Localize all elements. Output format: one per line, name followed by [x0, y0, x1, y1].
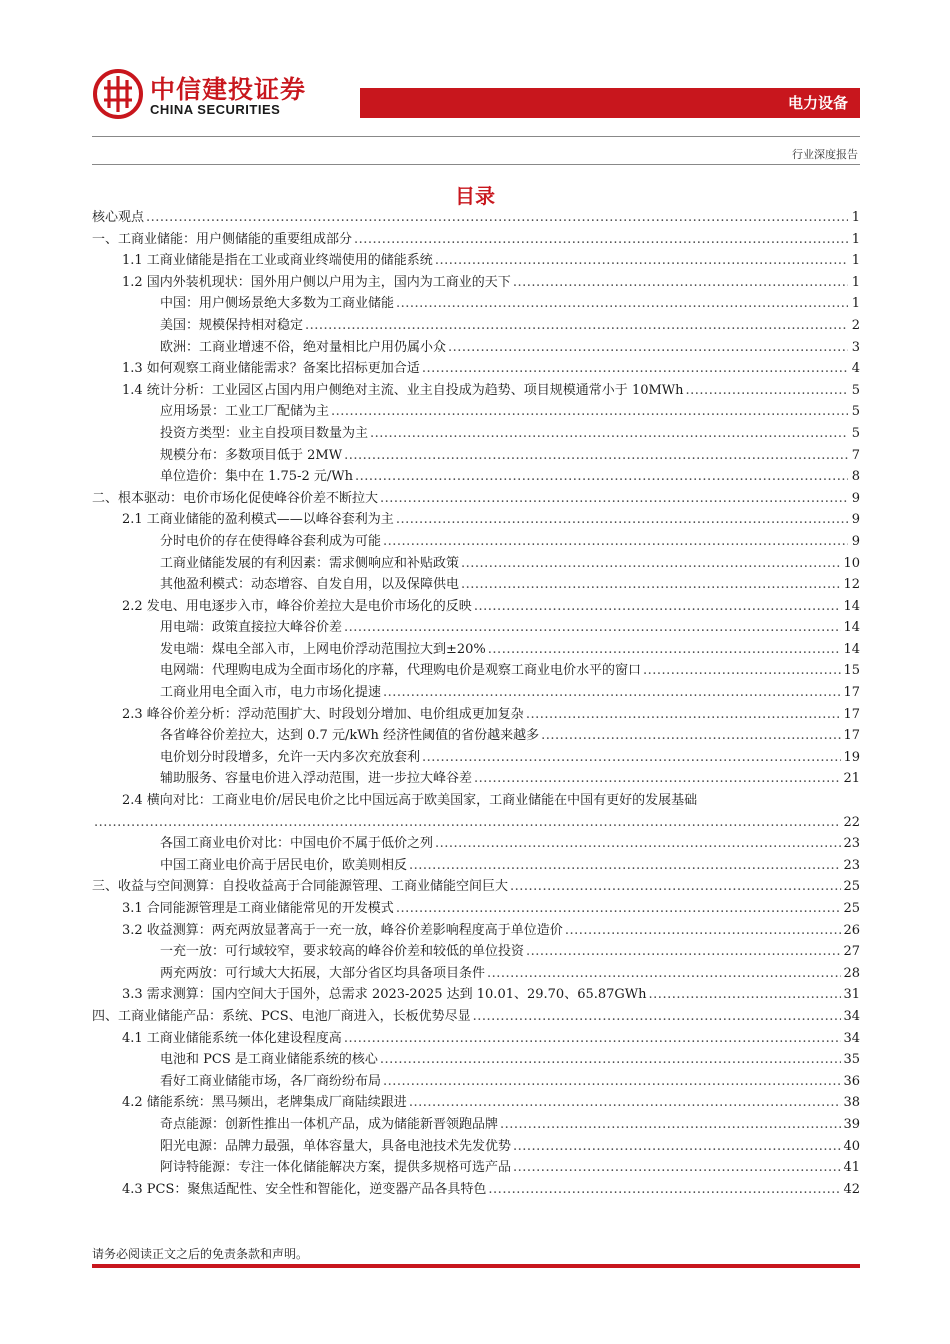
toc-dot-leader [513, 1136, 841, 1158]
toc-dot-leader [380, 488, 848, 510]
toc-page-number: 34 [843, 1008, 860, 1024]
toc-page-number: 5 [851, 382, 860, 398]
toc-page-number: 5 [851, 425, 860, 441]
toc-entry[interactable] [92, 1136, 860, 1158]
toc-dot-leader [422, 747, 841, 769]
toc-entry-text: 一、工商业储能：用户侧储能的重要组成部分 [92, 231, 353, 247]
toc-entry-text: 中国：用户侧场景绝大多数为工商业储能 [160, 296, 395, 312]
toc-entry[interactable] [92, 337, 860, 359]
toc-entry-text: 阿诗特能源：专注一体化储能解决方案，提供多规格可选产品 [160, 1160, 512, 1176]
toc-dot-leader [146, 207, 848, 229]
toc-dot-leader [383, 1071, 841, 1093]
toc-page-number: 15 [843, 663, 860, 679]
toc-dot-leader [513, 272, 848, 294]
toc-entry-text: 奇点能源：创新性推出一体机产品，成为储能新晋领跑品牌 [160, 1116, 499, 1132]
toc-page-number: 9 [851, 490, 860, 506]
toc-page-number: 14 [843, 641, 860, 657]
toc-entry-text: 欧洲：工商业增速不俗，绝对量相比户用仍属小众 [160, 339, 447, 355]
toc-entry[interactable] [92, 1092, 860, 1114]
toc-entry-text: 应用场景：工业工厂配储为主 [160, 404, 330, 420]
toc-entry[interactable] [92, 876, 860, 898]
citic-emblem-icon [92, 68, 144, 120]
toc-entry[interactable] [92, 1114, 860, 1136]
toc-entry-text: 中国工商业电价高于居民电价，欧美则相反 [160, 857, 408, 873]
toc-entry-text: 分时电价的存在使得峰谷套利成为可能 [160, 533, 382, 549]
toc-page-number: 25 [843, 879, 860, 895]
toc-entry-text: 一充一放：可行域较窄，要求较高的峰谷价差和较低的单位投资 [160, 944, 525, 960]
toc-entry-text: 二、根本驱动：电价市场化促使峰谷价差不断拉大 [92, 490, 379, 506]
toc-entry-text: 各省峰谷价差拉大，达到 0.7 元/kWh 经济性阈值的省份越来越多 [160, 728, 540, 744]
toc-entry-text: 2.1 工商业储能的盈利模式——以峰谷套利为主 [122, 512, 394, 528]
toc-dot-leader [344, 617, 841, 639]
toc-entry[interactable] [92, 293, 860, 315]
toc-entry-text: 规模分布：多数项目低于 2MW [160, 447, 343, 463]
toc-page-number: 19 [843, 749, 860, 765]
toc-dot-leader [396, 293, 848, 315]
sector-label: 电力设备 [787, 94, 848, 112]
toc-entry-text: 3.2 收益测算：两充两放显著高于一充一放，峰谷价差影响程度高于单位造价 [122, 922, 563, 938]
toc-dot-leader [643, 660, 841, 682]
toc-entry-text: 电池和 PCS 是工商业储能系统的核心 [160, 1052, 378, 1068]
toc-entry-text: 4.2 储能系统：黑马频出，老牌集成厂商陆续跟进 [122, 1095, 407, 1111]
toc-entry-text: 2.3 峰谷价差分析：浮动范围扩大、时段划分增加、电价组成更加复杂 [122, 706, 524, 722]
toc-page-number: 36 [843, 1073, 860, 1089]
toc-dot-leader [305, 315, 848, 337]
toc-entry[interactable] [92, 229, 860, 251]
toc-page-number: 1 [851, 231, 860, 247]
toc-page-number: 1 [851, 253, 860, 269]
toc-dot-leader [461, 553, 841, 575]
toc-entry[interactable] [92, 207, 860, 229]
toc-dot-leader [422, 358, 848, 380]
footer-disclaimer: 请务必阅读正文之后的免责条款和声明。 [92, 1247, 309, 1261]
toc-page-number: 1 [851, 296, 860, 312]
toc-dot-leader [331, 401, 848, 423]
toc-entry[interactable] [92, 941, 860, 963]
toc-entry[interactable] [92, 596, 860, 618]
toc-entry[interactable] [92, 898, 860, 920]
toc-entry[interactable] [92, 272, 860, 294]
toc-dot-leader [510, 876, 841, 898]
toc-entry[interactable] [92, 315, 860, 337]
toc-entry[interactable] [92, 1071, 860, 1093]
toc-dot-leader [686, 380, 848, 402]
toc-entry-text[interactable]: 2.4 横向对比：工商业电价/居民电价之比中国远高于欧美国家，工商业储能在中国有更好的发展基础 [122, 793, 698, 809]
toc-dot-leader [448, 337, 848, 359]
toc-dot-leader [513, 1157, 841, 1179]
subheader-divider [92, 164, 860, 165]
toc-entry[interactable] [92, 1028, 860, 1050]
toc-entry[interactable] [92, 250, 860, 272]
toc-entry[interactable] [92, 963, 860, 985]
toc-dot-leader [435, 250, 848, 272]
toc-page-number: 14 [843, 620, 860, 636]
toc-dot-leader [461, 574, 841, 596]
toc-entry-text: 单位造价：集中在 1.75-2 元/Wh [160, 469, 353, 485]
toc-dot-leader [473, 1006, 842, 1028]
toc-page-number: 41 [843, 1160, 860, 1176]
toc-page-number: 23 [843, 857, 860, 873]
toc-page-number: 28 [843, 965, 860, 981]
toc-page-number: 31 [843, 987, 860, 1003]
toc-entry[interactable] [92, 639, 860, 661]
toc-dot-leader [474, 768, 841, 790]
toc-page-number: 39 [843, 1116, 860, 1132]
toc-page-number: 9 [851, 512, 860, 528]
toc-page-number: 4 [851, 361, 860, 377]
toc-page-number: 8 [851, 469, 860, 485]
toc-dot-leader [383, 531, 848, 553]
toc-entry-text: 各国工商业电价对比：中国电价不属于低价之列 [160, 836, 434, 852]
toc-page-number: 1 [851, 274, 860, 290]
toc-dot-leader [487, 963, 841, 985]
toc-entry-text: 四、工商业储能产品：系统、PCS、电池厂商进入，长板优势尽显 [92, 1008, 471, 1024]
toc-entry[interactable] [92, 855, 860, 877]
toc-page-number: 35 [843, 1052, 860, 1068]
toc-entry[interactable] [92, 466, 860, 488]
toc-entry-text: 1.4 统计分析：工业园区占国内用户侧绝对主流、业主自投成为趋势、项目规模通常小于 10MWh [122, 382, 684, 398]
toc-entry[interactable] [92, 553, 860, 575]
table-of-contents [92, 207, 860, 1200]
page-header [92, 62, 860, 122]
toc-page-number: 42 [843, 1181, 860, 1197]
toc-entry-text: 两充两放：可行域大大拓展，大部分省区均具备项目条件 [160, 965, 486, 981]
toc-dot-leader [355, 466, 848, 488]
toc-entry[interactable] [92, 488, 860, 510]
toc-dot-leader [344, 445, 848, 467]
toc-entry[interactable] [92, 380, 860, 402]
toc-entry-text: 阳光电源：品牌力最强，单体容量大，具备电池技术先发优势 [160, 1138, 512, 1154]
toc-dot-leader [383, 682, 841, 704]
toc-dot-leader [541, 725, 841, 747]
sector-bar [360, 88, 860, 118]
toc-page-number: 26 [843, 922, 860, 938]
toc-dot-leader [344, 1028, 842, 1050]
toc-page-number: 22 [843, 814, 860, 830]
toc-page-number: 3 [851, 339, 860, 355]
toc-page-number: 5 [851, 404, 860, 420]
toc-dot-leader [474, 596, 842, 618]
company-logo [92, 68, 312, 120]
toc-entry[interactable] [92, 617, 860, 639]
toc-page-number: 2 [851, 317, 860, 333]
toc-page-number: 9 [851, 533, 860, 549]
toc-entry-text: 工商业用电全面入市，电力市场化提速 [160, 685, 382, 701]
toc-entry[interactable] [92, 423, 860, 445]
toc-page-number: 17 [843, 728, 860, 744]
toc-entry-text: 用电端：政策直接拉大峰谷价差 [160, 620, 343, 636]
toc-page-number: 7 [851, 447, 860, 463]
toc-dot-leader [500, 1114, 841, 1136]
toc-page-number: 25 [843, 901, 860, 916]
toc-entry[interactable] [92, 358, 860, 380]
toc-page-number: 14 [843, 598, 860, 614]
toc-page-number: 23 [843, 836, 860, 852]
toc-dot-leader [94, 812, 841, 834]
toc-page-number: 17 [843, 685, 860, 701]
toc-entry[interactable] [92, 812, 860, 834]
toc-entry[interactable] [92, 574, 860, 596]
toc-page-number: 1 [851, 210, 860, 225]
toc-entry[interactable] [92, 984, 860, 1006]
toc-entry[interactable] [92, 1049, 860, 1071]
toc-entry-text: 三、收益与空间测算：自投收益高于合同能源管理、工商业储能空间巨大 [92, 879, 509, 895]
toc-entry-text: 辅助服务、容量电价进入浮动范围，进一步拉大峰谷差 [160, 771, 473, 787]
toc-dot-leader [396, 509, 848, 531]
toc-entry-text: 1.3 如何观察工商业储能需求？备案比招标更加合适 [122, 361, 420, 377]
toc-entry[interactable] [92, 1157, 860, 1179]
toc-page-number: 10 [843, 555, 860, 571]
toc-entry[interactable] [92, 445, 860, 467]
toc-entry[interactable] [92, 725, 860, 747]
toc-dot-leader [649, 984, 842, 1006]
toc-page-number: 38 [843, 1095, 860, 1111]
company-name-cn: 中信建投证券 [150, 75, 307, 104]
toc-entry[interactable] [92, 768, 860, 790]
toc-entry-text: 4.1 工商业储能系统一体化建设程度高 [122, 1030, 342, 1046]
toc-entry-text: 核心观点 [92, 210, 145, 225]
toc-entry[interactable] [92, 682, 860, 704]
toc-entry[interactable] [92, 509, 860, 531]
toc-entry[interactable] [92, 1006, 860, 1028]
toc-entry[interactable] [92, 704, 860, 726]
toc-entry-text: 1.1 工商业储能是指在工业或商业终端使用的储能系统 [122, 253, 433, 269]
toc-entry-text: 美国：规模保持相对稳定 [160, 317, 304, 333]
toc-entry-text: 看好工商业储能市场，各厂商纷纷布局 [160, 1073, 382, 1089]
footer-bar [92, 1264, 860, 1268]
report-type: 行业深度报告 [792, 148, 858, 161]
toc-entry-text: 工商业储能发展的有利因素：需求侧响应和补贴政策 [160, 555, 460, 571]
toc-entry-text: 投资方类型：业主自投项目数量为主 [160, 425, 369, 441]
toc-page-number: 21 [843, 771, 860, 787]
toc-entry[interactable] [92, 401, 860, 423]
toc-dot-leader [354, 229, 848, 251]
toc-entry-text: 电价划分时段增多，允许一天内多次充放套利 [160, 749, 421, 765]
toc-dot-leader [488, 639, 842, 661]
toc-entry-text: 3.1 合同能源管理是工商业储能常见的开发模式 [122, 901, 394, 916]
toc-dot-leader [380, 1049, 842, 1071]
toc-dot-leader [409, 855, 841, 877]
toc-entry-text: 1.2 国内外装机现状：国外用户侧以户用为主，国内为工商业的天下 [122, 274, 511, 290]
toc-entry-text: 4.3 PCS：聚焦适配性、安全性和智能化，逆变器产品各具特色 [122, 1181, 487, 1197]
toc-dot-leader [409, 1092, 842, 1114]
toc-entry[interactable] [92, 531, 860, 553]
toc-dot-leader [396, 898, 842, 920]
toc-entry[interactable] [92, 1179, 860, 1201]
toc-entry-text: 2.2 发电、用电逐步入市，峰谷价差拉大是电价市场化的反映 [122, 598, 472, 614]
toc-dot-leader [565, 920, 842, 942]
toc-page-number: 12 [843, 577, 860, 593]
toc-entry[interactable] [92, 920, 860, 942]
toc-page-number: 40 [843, 1138, 860, 1154]
toc-title: 目录 [455, 184, 495, 208]
toc-entry-text: 3.3 需求测算：国内空间大于国外，总需求 2023-2025 达到 10.01、29.70、65.87GWh [122, 987, 647, 1003]
toc-dot-leader [526, 941, 841, 963]
toc-page-number: 17 [843, 706, 860, 722]
toc-entry-text: 其他盈利模式：动态增容、自发自用，以及保障供电 [160, 577, 460, 593]
toc-entry-text: 发电端：煤电全部入市，上网电价浮动范围拉大到±20% [160, 641, 486, 657]
toc-entry-text: 电网端：代理购电成为全面市场化的序幕，代理购电价是观察工商业电价水平的窗口 [160, 663, 642, 679]
company-name-en: CHINA SECURITIES [150, 102, 281, 117]
toc-dot-leader [435, 833, 841, 855]
toc-dot-leader [370, 423, 848, 445]
toc-entry[interactable] [92, 833, 860, 855]
toc-page-number: 34 [843, 1030, 860, 1046]
toc-dot-leader [526, 704, 842, 726]
toc-page-number: 27 [843, 944, 860, 960]
toc-entry[interactable] [92, 660, 860, 682]
toc-dot-leader [488, 1179, 841, 1201]
header-divider [92, 136, 860, 137]
toc-entry[interactable] [92, 747, 860, 769]
